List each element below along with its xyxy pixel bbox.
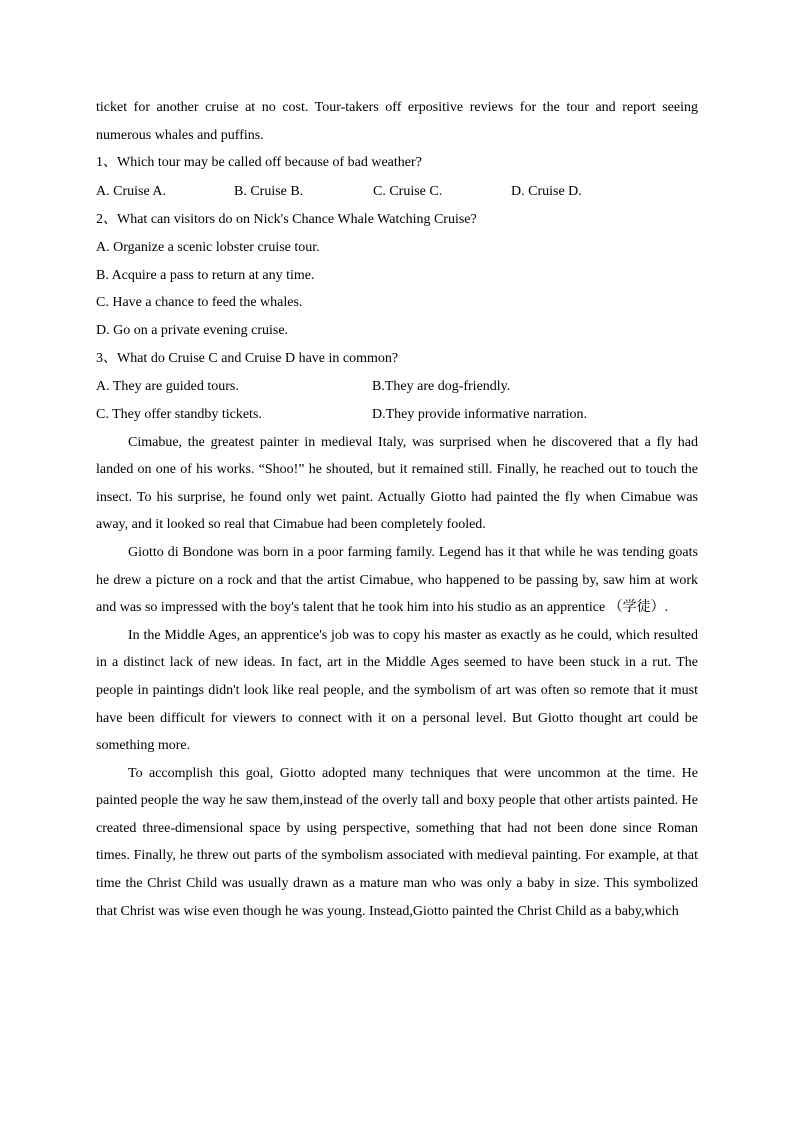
question-1-stem: 1、Which tour may be called off because of bad weather?: [96, 155, 422, 171]
passage-paragraph-3: In the Middle Ages, an apprentice's job was to copy his master as exactly as he could, which resulted in a distinct lack of new ideas. In fact, art in the Middle Ages seemed to have been stuck in a rut. The people in paintings didn't look like real people, and the symbolism of art was often so remote that it must have been difficult for viewers to connect with it on a personal level. But Giotto thought art could be something more.: [96, 627, 698, 754]
question-2-option-c: C. Have a chance to feed the whales.: [96, 295, 303, 311]
question-1-option-d: D. Cruise D.: [511, 184, 582, 200]
question-2-option-a: A. Organize a scenic lobster cruise tour.: [96, 240, 320, 256]
question-3-options-row-2: [96, 401, 698, 429]
question-3-options-row-1: [96, 373, 698, 401]
question-2-stem: 2、What can visitors do on Nick's Chance Whale Watching Cruise?: [96, 212, 477, 228]
question-3-option-d: D.They provide informative narration.: [372, 406, 587, 422]
question-2-option-b: B. Acquire a pass to return at any time.: [96, 267, 315, 283]
question-1-option-b: B. Cruise B.: [234, 184, 304, 200]
question-1-option-c: C. Cruise C.: [373, 184, 443, 200]
question-3-option-a: A. They are guided tours.: [96, 378, 239, 394]
question-3-option-b: B.They are dog-friendly.: [372, 378, 511, 394]
passage-paragraph-4: To accomplish this goal, Giotto adopted many techniques that were uncommon at the time. He painted people the way he saw them,instead of the overly tall and boxy people that other artists painted. He created three-dimensional space by using perspective, something that had not been done since Roman times. Finally, he threw out parts of the symbolism associated with medieval painting. For example, at that time the Christ Child was usually drawn as a mature man who was only a baby in size. This symbolized that Christ was wise even though he was young. Instead,Giotto painted the Christ Child as a baby,which: [96, 765, 698, 919]
intro-paragraph: ticket for another cruise at no cost. Tour-takers off erpositive reviews for the tour and report seeing numerous whales and puffins.: [96, 100, 698, 143]
passage-paragraph-2: Giotto di Bondone was born in a poor farming family. Legend has it that while he was tending goats he drew a picture on a rock and that the artist Cimabue, who happened to be passing by, saw him at work and was so impressed with the boy's talent that he took him into his studio as an apprentice （学徒）.: [96, 544, 698, 616]
document-page: [96, 94, 698, 925]
passage-paragraph-1: Cimabue, the greatest painter in medieval Italy, was surprised when he discovered that a fly had landed on one of his works. “Shoo!” he shouted, but it remained still. Finally, he reached out to touch the insect. To his surprise, he found only wet paint. Actually Giotto had painted the fly when Cimabue was away, and it looked so real that Cimabue had been completely fooled.: [96, 434, 698, 533]
question-3-stem: 3、What do Cruise C and Cruise D have in common?: [96, 350, 399, 366]
question-3-option-c: C. They offer standby tickets.: [96, 406, 262, 422]
question-1-option-a: A. Cruise A.: [96, 184, 166, 200]
question-1-options: [96, 177, 698, 206]
question-2-option-d: D. Go on a private evening cruise.: [96, 322, 289, 338]
